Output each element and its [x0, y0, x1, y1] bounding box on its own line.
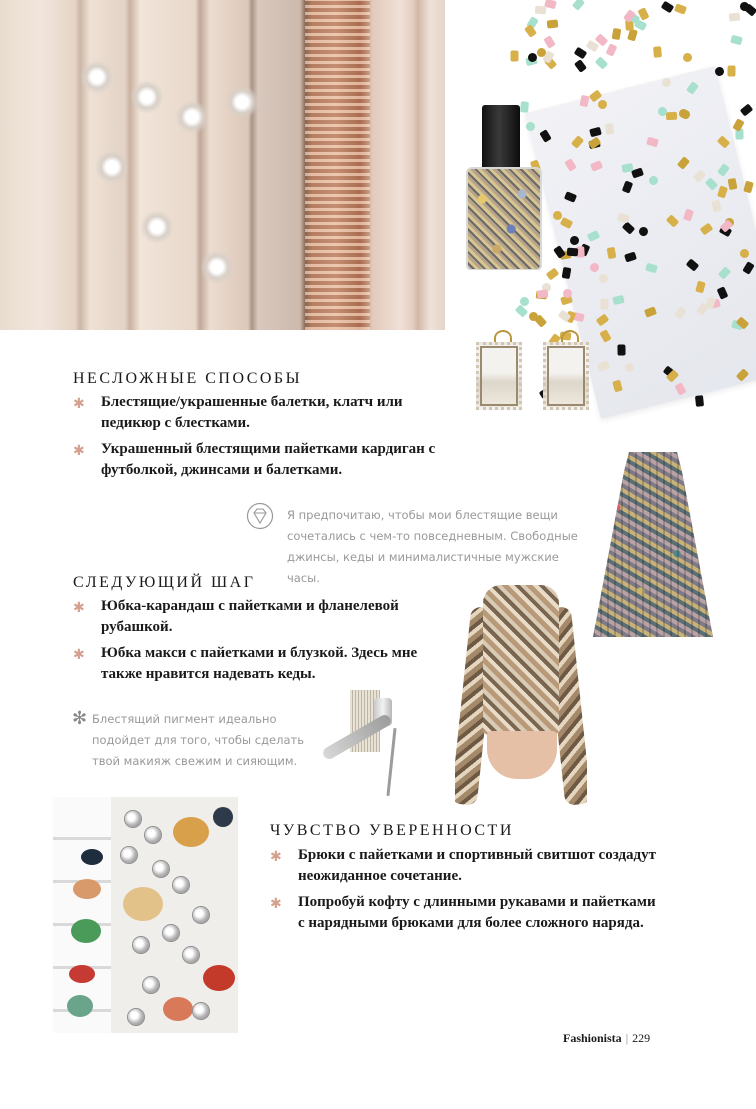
confetti-piece: [731, 35, 744, 45]
confetti-piece: [736, 368, 749, 381]
confetti-piece: [627, 29, 638, 42]
asterisk-flower-icon: ✱: [270, 897, 282, 912]
rhinestone: [121, 847, 137, 863]
confetti-piece: [547, 19, 559, 28]
confetti-piece: [600, 299, 608, 310]
confetti-piece: [595, 57, 608, 70]
confetti-piece: [624, 252, 637, 263]
list-item-text: Юбка-карандаш с пайетками и фланелевой рубашкой.: [101, 598, 399, 635]
confetti-piece: [742, 261, 755, 275]
sparkle-asterisk-icon: ✻: [72, 708, 88, 729]
confetti-piece: [686, 81, 699, 95]
list-item-text: Попробуй кофту с длинными рукавами и пайетками с нарядными брюками для более сложного наряда.: [298, 894, 656, 931]
sequin-gown-texture: [305, 0, 370, 330]
list-item: [73, 439, 463, 481]
confetti-piece: [566, 247, 578, 256]
polish-cap: [482, 105, 520, 167]
confetti-piece: [695, 281, 706, 294]
rhinestone: [143, 977, 159, 993]
confetti-piece: [738, 247, 751, 260]
asterisk-flower-icon: ✱: [73, 648, 85, 663]
sequin-top-photo: [455, 585, 587, 815]
confetti-piece: [605, 123, 614, 135]
confetti-piece: [571, 135, 584, 149]
confetti-piece: [743, 180, 754, 193]
list-item: [270, 845, 660, 887]
confetti-piece: [727, 178, 737, 190]
confetti-piece: [589, 127, 602, 138]
list-item: [270, 892, 660, 934]
list-item-text: Юбка макси с пайетками и блузкой. Здесь мне также нравится надевать кеды.: [101, 645, 418, 682]
confetti-piece: [695, 395, 704, 407]
confetti-piece: [546, 267, 560, 280]
pigment-blob: [71, 919, 101, 943]
confetti-piece: [717, 163, 730, 177]
confetti-piece: [589, 160, 602, 172]
confetti-piece: [728, 13, 740, 22]
footer-separator: |: [625, 1031, 629, 1045]
confetti-piece: [543, 35, 556, 49]
confetti-piece: [692, 169, 706, 182]
confetti-piece: [699, 222, 713, 235]
beaded-gowns-photo: [0, 0, 445, 330]
confetti-piece: [574, 47, 588, 60]
confetti-piece: [674, 306, 687, 320]
pigment-blob: [203, 965, 235, 991]
bodysuit-brief: [487, 731, 557, 779]
gown-flower-ornament: [200, 250, 234, 284]
earring-frame: [543, 342, 589, 410]
confetti-piece: [711, 200, 722, 213]
section-list-easy: [73, 392, 463, 486]
confetti-piece: [568, 235, 581, 248]
pigment-blob: [123, 887, 163, 921]
confetti-piece: [645, 263, 658, 274]
confetti-piece: [563, 191, 576, 203]
confetti-piece: [515, 304, 529, 317]
pigment-blob: [81, 849, 103, 865]
pigment-blob: [73, 879, 101, 899]
confetti-piece: [717, 135, 731, 148]
asterisk-flower-icon: ✱: [73, 444, 85, 459]
gown-flower-ornament: [95, 150, 129, 184]
confetti-piece: [674, 4, 687, 15]
confetti-piece: [588, 261, 601, 274]
confetti-piece: [560, 217, 573, 229]
polish-bottle: [466, 167, 542, 270]
pigment-palette-photo: [53, 797, 238, 1033]
confetti-piece: [637, 226, 649, 238]
section-heading-confidence: ЧУВСТВО УВЕРЕННОСТИ: [270, 822, 514, 839]
sandal-heel: [386, 728, 396, 796]
gown-flower-ornament: [175, 100, 209, 134]
list-item-text: Украшенный блестящими пайетками кардиган с футболкой, джинсами и балетками.: [101, 441, 436, 478]
top-body: [483, 585, 559, 735]
list-item: [73, 596, 453, 638]
rhinestone: [173, 877, 189, 893]
footer-brand: Fashionista: [563, 1031, 622, 1045]
confetti-piece: [572, 0, 585, 11]
confetti-piece: [510, 50, 518, 61]
confetti-piece: [666, 215, 679, 228]
confetti-piece: [564, 158, 577, 172]
asterisk-flower-icon: ✱: [73, 397, 85, 412]
confetti-piece: [727, 66, 735, 77]
rhinestone: [133, 937, 149, 953]
confetti-piece: [649, 175, 659, 185]
confetti-piece: [553, 211, 562, 220]
rhinestone: [153, 861, 169, 877]
confetti-piece: [686, 259, 700, 272]
list-item-text: Брюки с пайетками и спортивный свитшот создадут неожиданное сочетание.: [298, 847, 657, 884]
confetti-piece: [716, 286, 728, 299]
confetti-piece: [683, 208, 694, 221]
gown-flower-ornament: [80, 60, 114, 94]
list-item: [73, 643, 453, 685]
pigment-blob: [163, 997, 193, 1021]
confetti-piece: [644, 307, 657, 318]
confetti-piece: [624, 362, 634, 372]
section-list-confidence: [270, 845, 660, 939]
sequin-maxi-skirt-photo: [593, 452, 713, 637]
confetti-piece: [718, 266, 731, 280]
confetti-piece: [596, 314, 610, 327]
skirt-shape: [593, 452, 713, 637]
rhinestone: [128, 1009, 144, 1025]
confetti-piece: [535, 6, 547, 15]
pigment-blob: [67, 995, 93, 1017]
confetti-piece: [617, 345, 625, 356]
rhinestone: [145, 827, 161, 843]
section-heading-easy: НЕСЛОЖНЫЕ СПОСОБЫ: [73, 370, 303, 387]
confetti-piece: [681, 51, 694, 64]
rhinestone: [183, 947, 199, 963]
confetti-piece: [598, 272, 611, 285]
confetti-piece: [622, 181, 633, 194]
confetti-piece: [677, 156, 690, 170]
section-heading-next-step: СЛЕДУЮЩИЙ ШАГ: [73, 574, 256, 591]
section-list-next-step: [73, 596, 453, 690]
pigment-blob: [173, 817, 209, 847]
confetti-piece: [740, 103, 754, 116]
diamond-note: Я предпочитаю, чтобы мои блестящие вещи сочетались с чем-то повседневным. Свободные джинсы, кеды и минималистичные мужские часы.: [287, 508, 578, 585]
asterisk-flower-icon: ✱: [73, 601, 85, 616]
confetti-piece: [562, 267, 572, 279]
confetti-piece: [611, 28, 621, 40]
rhinestone: [193, 1003, 209, 1019]
confetti-piece: [574, 60, 587, 74]
page-footer: [563, 1031, 650, 1046]
confetti-piece: [666, 112, 677, 121]
list-item-text: Блестящие/украшенные балетки, клатч или педикюр с блестками.: [101, 394, 403, 431]
asterisk-flower-icon: ✱: [270, 850, 282, 865]
confetti-piece: [621, 222, 635, 235]
pigment-blob: [213, 807, 233, 827]
confetti-piece: [607, 247, 617, 259]
confetti-piece: [586, 230, 599, 242]
confetti-piece: [580, 95, 590, 107]
earring-left-photo: [476, 330, 524, 410]
gown-flower-ornament: [130, 80, 164, 114]
rhinestone: [163, 925, 179, 941]
fringe-sandal-photo: [320, 690, 410, 800]
rhinestone: [193, 907, 209, 923]
confetti-piece: [588, 136, 602, 149]
gown-flower-ornament: [225, 85, 259, 119]
sparkle-note: Блестящий пигмент идеально подойдет для того, чтобы сделать твой макияж свежим и сияющим.: [92, 712, 304, 768]
confetti-piece: [717, 186, 728, 199]
confetti-piece: [661, 1, 675, 14]
confetti-piece: [599, 329, 611, 342]
confetti-piece: [605, 43, 617, 56]
confetti-piece: [537, 289, 549, 298]
confetti-piece: [646, 137, 659, 148]
list-item: [73, 392, 463, 434]
earring-right-photo: [543, 330, 591, 410]
confetti-piece: [612, 380, 623, 393]
page-number: 229: [632, 1031, 651, 1045]
confetti-piece: [660, 76, 673, 89]
confetti-piece: [705, 178, 718, 192]
gown-flower-ornament: [140, 210, 174, 244]
confetti-piece: [713, 65, 725, 77]
confetti-piece: [597, 99, 608, 110]
diamond-icon: [246, 502, 274, 530]
earring-frame: [476, 342, 522, 410]
confetti-piece: [653, 46, 662, 58]
glitter-nail-polish-photo: [462, 105, 544, 270]
confetti-piece: [597, 360, 610, 372]
confetti-piece: [613, 294, 626, 304]
pigment-blob: [69, 965, 95, 983]
rhinestone: [125, 811, 141, 827]
confetti-piece: [674, 382, 686, 396]
